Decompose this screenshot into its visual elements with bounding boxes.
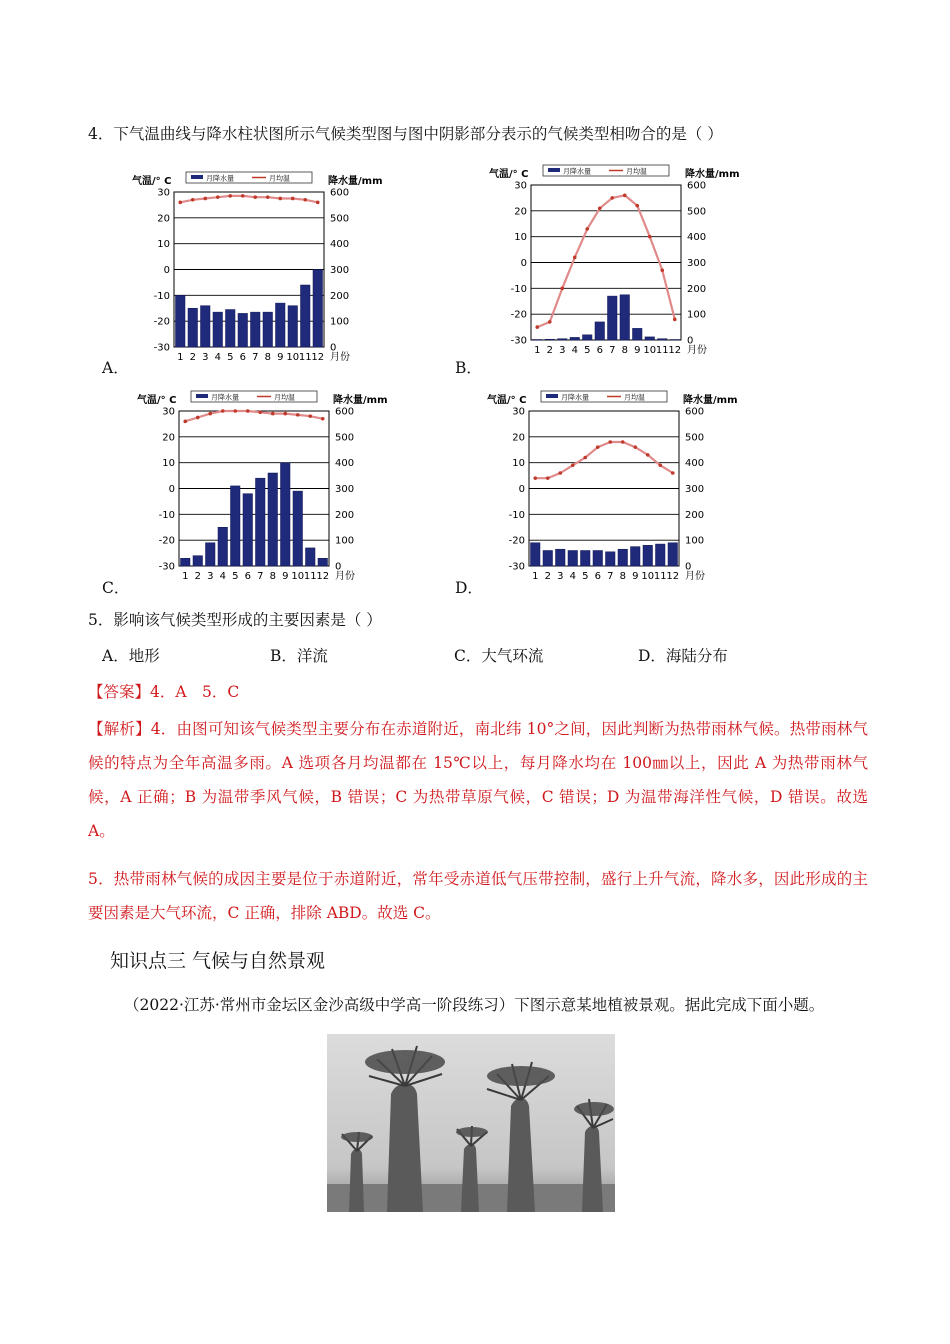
temp-point: [583, 456, 587, 460]
month-tick-label: 5: [584, 345, 591, 356]
precip-bar: [313, 270, 323, 348]
temp-tick-label: -10: [508, 509, 525, 521]
legend-precip-label: 月降水量: [206, 174, 234, 183]
temp-tick-label: -20: [508, 535, 525, 547]
precip-tick-label: 300: [685, 484, 705, 495]
legend-precip-label: 月降水量: [211, 393, 239, 402]
temp-point: [296, 413, 300, 417]
month-tick-label: 7: [257, 571, 264, 582]
precip-tick-label: 600: [687, 180, 707, 192]
precip-tick-label: 0: [687, 335, 694, 347]
month-tick-label: 1: [532, 571, 539, 582]
month-tick-label: 8: [621, 345, 628, 356]
q5-option-d: D．海陆分布: [638, 647, 728, 665]
precip-bar: [188, 308, 198, 347]
month-tick-label: 9: [634, 345, 641, 356]
precip-bar: [633, 328, 643, 340]
month-tick-label: 9: [632, 571, 639, 582]
temp-point: [308, 414, 312, 418]
temp-point: [233, 409, 237, 413]
temp-point: [648, 235, 652, 239]
temp-point: [191, 198, 195, 202]
legend-box: [186, 172, 312, 183]
temp-tick-label: -30: [158, 561, 175, 573]
temp-point: [278, 197, 282, 201]
temp-tick-label: 30: [157, 187, 170, 199]
month-tick-label: 11: [655, 345, 669, 356]
precip-tick-label: 200: [330, 290, 350, 302]
temp-tick-label: 0: [518, 484, 525, 495]
precip-tick-label: 0: [685, 561, 692, 573]
temp-point: [183, 420, 187, 424]
analysis-4: 【解析】4．由图可知该气候类型主要分布在赤道附近，南北纬 10°之间，因此判断为热带雨林气候。热带雨林气候的特点为全年高温多雨。A 选项各月均温都在 15℃以上，每月降水均在 100㎜以上，因此 A 为热带雨林气候，A 正确；B 为温带季风气候，B 错误；C 为热带草原气候，C 错误；D 为温带海洋性气候，D 错误。故选 A。: [88, 720, 868, 840]
precip-bar: [608, 296, 618, 340]
precip-bar: [268, 473, 278, 566]
month-axis-title: 月份: [687, 345, 707, 356]
temp-point: [633, 445, 637, 449]
precip-axis-title: 降水量/mm: [328, 176, 383, 187]
month-tick-label: 2: [546, 345, 553, 356]
month-tick-label: 6: [244, 571, 251, 582]
month-tick-label: 3: [207, 571, 214, 582]
temp-point: [253, 195, 257, 199]
month-tick-label: 11: [653, 571, 667, 582]
month-tick-label: 4: [214, 352, 221, 363]
month-tick-label: 4: [569, 571, 576, 582]
temp-axis-title: 气温/° C: [132, 176, 172, 187]
precip-tick-label: 200: [685, 509, 705, 521]
legend-precip-swatch: [548, 168, 560, 172]
precip-bar: [231, 486, 241, 566]
legend-temp-label: 月均温: [269, 174, 290, 183]
precip-bar: [593, 551, 603, 567]
temp-point: [635, 204, 639, 208]
precip-tick-label: 200: [687, 283, 707, 295]
precip-bar: [533, 339, 543, 340]
temp-point: [316, 201, 320, 205]
precip-bar: [606, 552, 616, 566]
precip-bar: [545, 339, 555, 340]
precip-bar: [581, 551, 591, 567]
precip-bar: [181, 558, 191, 566]
precip-tick-label: 400: [335, 458, 355, 470]
temp-tick-label: 10: [157, 239, 170, 251]
precip-bar: [201, 306, 211, 347]
temp-tick-label: -30: [153, 342, 170, 354]
precip-bar: [645, 337, 655, 340]
precip-tick-label: 500: [685, 432, 705, 444]
temp-point: [228, 194, 232, 198]
precip-tick-label: 100: [330, 316, 350, 328]
month-tick-label: 1: [177, 352, 184, 363]
section-title: 知识点三 气候与自然景观: [110, 950, 326, 972]
precip-bar: [276, 303, 286, 347]
precip-bar: [583, 335, 593, 340]
question-5: 5．影响该气候类型形成的主要因素是（ ）: [88, 611, 382, 629]
month-tick-label: 8: [269, 571, 276, 582]
month-tick-label: 2: [544, 571, 551, 582]
precip-tick-label: 500: [330, 213, 350, 225]
temp-tick-label: -10: [153, 290, 170, 302]
month-tick-label: 2: [194, 571, 201, 582]
precip-bar: [620, 295, 630, 340]
temp-tick-label: 10: [514, 232, 527, 244]
legend-temp-label: 月均温: [624, 393, 645, 402]
precip-bar: [531, 543, 541, 566]
precip-bar: [631, 547, 641, 566]
legend-box: [543, 165, 669, 176]
precip-tick-label: 100: [685, 535, 705, 547]
temp-tick-label: -10: [510, 283, 527, 295]
month-tick-label: 6: [239, 352, 246, 363]
month-tick-label: 3: [557, 571, 564, 582]
month-tick-label: 9: [277, 352, 284, 363]
precip-tick-label: 100: [687, 309, 707, 321]
climate-chart-a: [130, 167, 383, 367]
month-tick-label: 4: [571, 345, 578, 356]
temp-tick-label: 20: [157, 213, 170, 225]
temp-point: [221, 409, 225, 413]
temp-point: [671, 471, 675, 475]
month-axis-title: 月份: [330, 352, 350, 363]
legend-precip-label: 月降水量: [563, 167, 591, 176]
month-tick-label: 3: [559, 345, 566, 356]
precip-axis-title: 降水量/mm: [683, 395, 738, 406]
month-axis-title: 月份: [685, 571, 705, 582]
legend-precip-swatch: [196, 394, 208, 398]
temp-point: [573, 256, 577, 260]
temp-point: [208, 412, 212, 416]
temp-point: [321, 417, 325, 421]
temp-point: [178, 201, 182, 205]
month-tick-label: 11: [298, 352, 312, 363]
temp-tick-label: 30: [514, 180, 527, 192]
precip-bar: [643, 545, 653, 566]
month-tick-label: 10: [643, 345, 657, 356]
legend-temp-label: 月均温: [274, 393, 295, 402]
q5-option-c: C．大气环流: [454, 647, 544, 665]
precip-bar: [568, 551, 578, 567]
precip-bar: [263, 312, 273, 347]
month-tick-label: 12: [311, 352, 325, 363]
temp-tick-label: 0: [168, 484, 175, 495]
temp-tick-label: 30: [162, 406, 175, 418]
option-b-label: B．: [455, 359, 482, 377]
temp-point: [673, 318, 677, 322]
temp-point: [598, 206, 602, 210]
option-c-label: C．: [102, 579, 130, 597]
temp-tick-label: 20: [512, 432, 525, 444]
precip-bar: [668, 543, 678, 566]
temp-tick-label: -10: [158, 509, 175, 521]
month-tick-label: 2: [189, 352, 196, 363]
precip-bar: [281, 463, 291, 566]
month-tick-label: 10: [641, 571, 655, 582]
temp-tick-label: -20: [510, 309, 527, 321]
month-tick-label: 5: [227, 352, 234, 363]
temp-point: [271, 412, 275, 416]
precip-tick-label: 500: [335, 432, 355, 444]
temp-tick-label: -30: [508, 561, 525, 573]
precip-tick-label: 300: [330, 265, 350, 276]
month-tick-label: 8: [264, 352, 271, 363]
temp-point: [658, 463, 662, 467]
month-tick-label: 6: [596, 345, 603, 356]
month-tick-label: 5: [232, 571, 239, 582]
precip-tick-label: 600: [330, 187, 350, 199]
temp-point: [621, 440, 625, 444]
precip-tick-label: 0: [335, 561, 342, 573]
temp-point: [660, 268, 664, 272]
precip-tick-label: 200: [335, 509, 355, 521]
legend-box: [541, 391, 667, 402]
temp-point: [571, 463, 575, 467]
month-tick-label: 12: [666, 571, 680, 582]
precip-bar: [243, 494, 253, 566]
precip-tick-label: 0: [330, 342, 337, 354]
temp-point: [548, 320, 552, 324]
precip-bar: [251, 312, 261, 347]
precip-bar: [218, 527, 228, 566]
temp-point: [533, 476, 537, 480]
temp-point: [203, 197, 207, 201]
precip-bar: [256, 478, 266, 566]
month-tick-label: 7: [609, 345, 616, 356]
temp-axis-title: 气温/° C: [489, 169, 529, 180]
temp-point: [291, 197, 295, 201]
month-tick-label: 9: [282, 571, 289, 582]
temp-point: [266, 195, 270, 199]
precip-bar: [238, 313, 248, 347]
temp-tick-label: 10: [162, 458, 175, 470]
temp-point: [303, 198, 307, 202]
precip-axis-title: 降水量/mm: [685, 169, 740, 180]
climate-chart-b: [487, 160, 740, 365]
month-axis-title: 月份: [335, 571, 355, 582]
temp-tick-label: 10: [512, 458, 525, 470]
temp-point: [596, 445, 600, 449]
source-line: （2022·江苏·常州市金坛区金沙高级中学高一阶段练习）下图示意某地植被景观。据此完成下面小题。: [124, 996, 825, 1014]
temp-tick-label: 0: [520, 258, 527, 269]
temp-tick-label: -30: [510, 335, 527, 347]
temp-tick-label: 20: [514, 206, 527, 218]
temp-point: [283, 412, 287, 416]
precip-bar: [595, 322, 605, 340]
month-tick-label: 12: [316, 571, 330, 582]
precip-axis-title: 降水量/mm: [333, 395, 388, 406]
temp-tick-label: 30: [512, 406, 525, 418]
precip-bar: [558, 339, 568, 340]
q5-option-b: B．洋流: [270, 647, 328, 665]
precip-bar: [618, 549, 628, 566]
answer: 【答案】4．A 5．C: [88, 683, 240, 701]
precip-tick-label: 100: [335, 535, 355, 547]
precip-bar: [306, 548, 316, 566]
temp-point: [196, 416, 200, 420]
legend-temp-label: 月均温: [626, 167, 647, 176]
question-4: 4．下气温曲线与降水柱状图所示气候类型图与图中阴影部分表示的气候类型相吻合的是（ ）: [88, 125, 723, 143]
precip-tick-label: 400: [685, 458, 705, 470]
precip-bar: [193, 556, 203, 566]
month-tick-label: 10: [286, 352, 300, 363]
precip-tick-label: 500: [687, 206, 707, 218]
precip-tick-label: 400: [687, 232, 707, 244]
temp-point: [608, 440, 612, 444]
temp-point: [216, 195, 220, 199]
temp-axis-title: 气温/° C: [137, 395, 177, 406]
temp-tick-label: -20: [158, 535, 175, 547]
month-tick-label: 12: [668, 345, 682, 356]
precip-tick-label: 300: [687, 258, 707, 269]
temp-point: [623, 194, 627, 198]
temp-point: [646, 453, 650, 457]
month-tick-label: 1: [534, 345, 541, 356]
temp-point: [560, 287, 564, 291]
month-tick-label: 8: [619, 571, 626, 582]
month-tick-label: 3: [202, 352, 209, 363]
legend-precip-swatch: [546, 394, 558, 398]
legend-precip-label: 月降水量: [561, 393, 589, 402]
option-d-label: D．: [455, 579, 483, 597]
precip-bar: [318, 558, 328, 566]
precip-tick-label: 300: [335, 484, 355, 495]
month-tick-label: 1: [182, 571, 189, 582]
precip-bar: [658, 339, 668, 340]
month-tick-label: 7: [607, 571, 614, 582]
temp-point: [546, 476, 550, 480]
temp-point: [535, 325, 539, 329]
temp-tick-label: -20: [153, 316, 170, 328]
temp-point: [585, 227, 589, 231]
temp-point: [258, 410, 262, 414]
month-tick-label: 7: [252, 352, 259, 363]
precip-bar: [206, 543, 216, 566]
q5-option-a: A．地形: [102, 647, 160, 665]
precip-bar: [226, 310, 236, 347]
month-tick-label: 5: [582, 571, 589, 582]
precip-bar: [570, 337, 580, 340]
temp-tick-label: 20: [162, 432, 175, 444]
month-tick-label: 4: [219, 571, 226, 582]
temp-axis-title: 气温/° C: [487, 395, 527, 406]
climate-chart-c: [135, 386, 388, 586]
analysis-5: 5．热带雨林气候的成因主要是位于赤道附近，常年受赤道低气压带控制，盛行上升气流，降水多，因此形成的主要因素是大气环流，C 正确，排除 ABD。故选 C。: [88, 870, 868, 922]
legend-precip-swatch: [191, 175, 203, 179]
temp-point: [558, 471, 562, 475]
precip-tick-label: 600: [335, 406, 355, 418]
precip-bar: [293, 491, 303, 566]
temp-point: [246, 409, 250, 413]
climate-chart-d: [485, 386, 738, 586]
month-tick-label: 6: [594, 571, 601, 582]
month-tick-label: 10: [291, 571, 305, 582]
month-tick-label: 11: [303, 571, 317, 582]
temp-tick-label: 0: [163, 265, 170, 276]
precip-bar: [176, 295, 186, 347]
precip-bar: [288, 306, 298, 347]
temp-point: [241, 194, 245, 198]
precip-bar: [543, 551, 553, 567]
temp-point: [610, 196, 614, 200]
precip-bar: [556, 549, 566, 566]
legend-box: [191, 391, 317, 402]
precip-tick-label: 600: [685, 406, 705, 418]
baobab-photo: [327, 1034, 615, 1212]
precip-bar: [301, 285, 311, 347]
precip-bar: [656, 544, 666, 566]
option-a-label: A．: [102, 359, 129, 377]
precip-tick-label: 400: [330, 239, 350, 251]
precip-bar: [213, 312, 223, 347]
precip-bar: [670, 339, 680, 340]
